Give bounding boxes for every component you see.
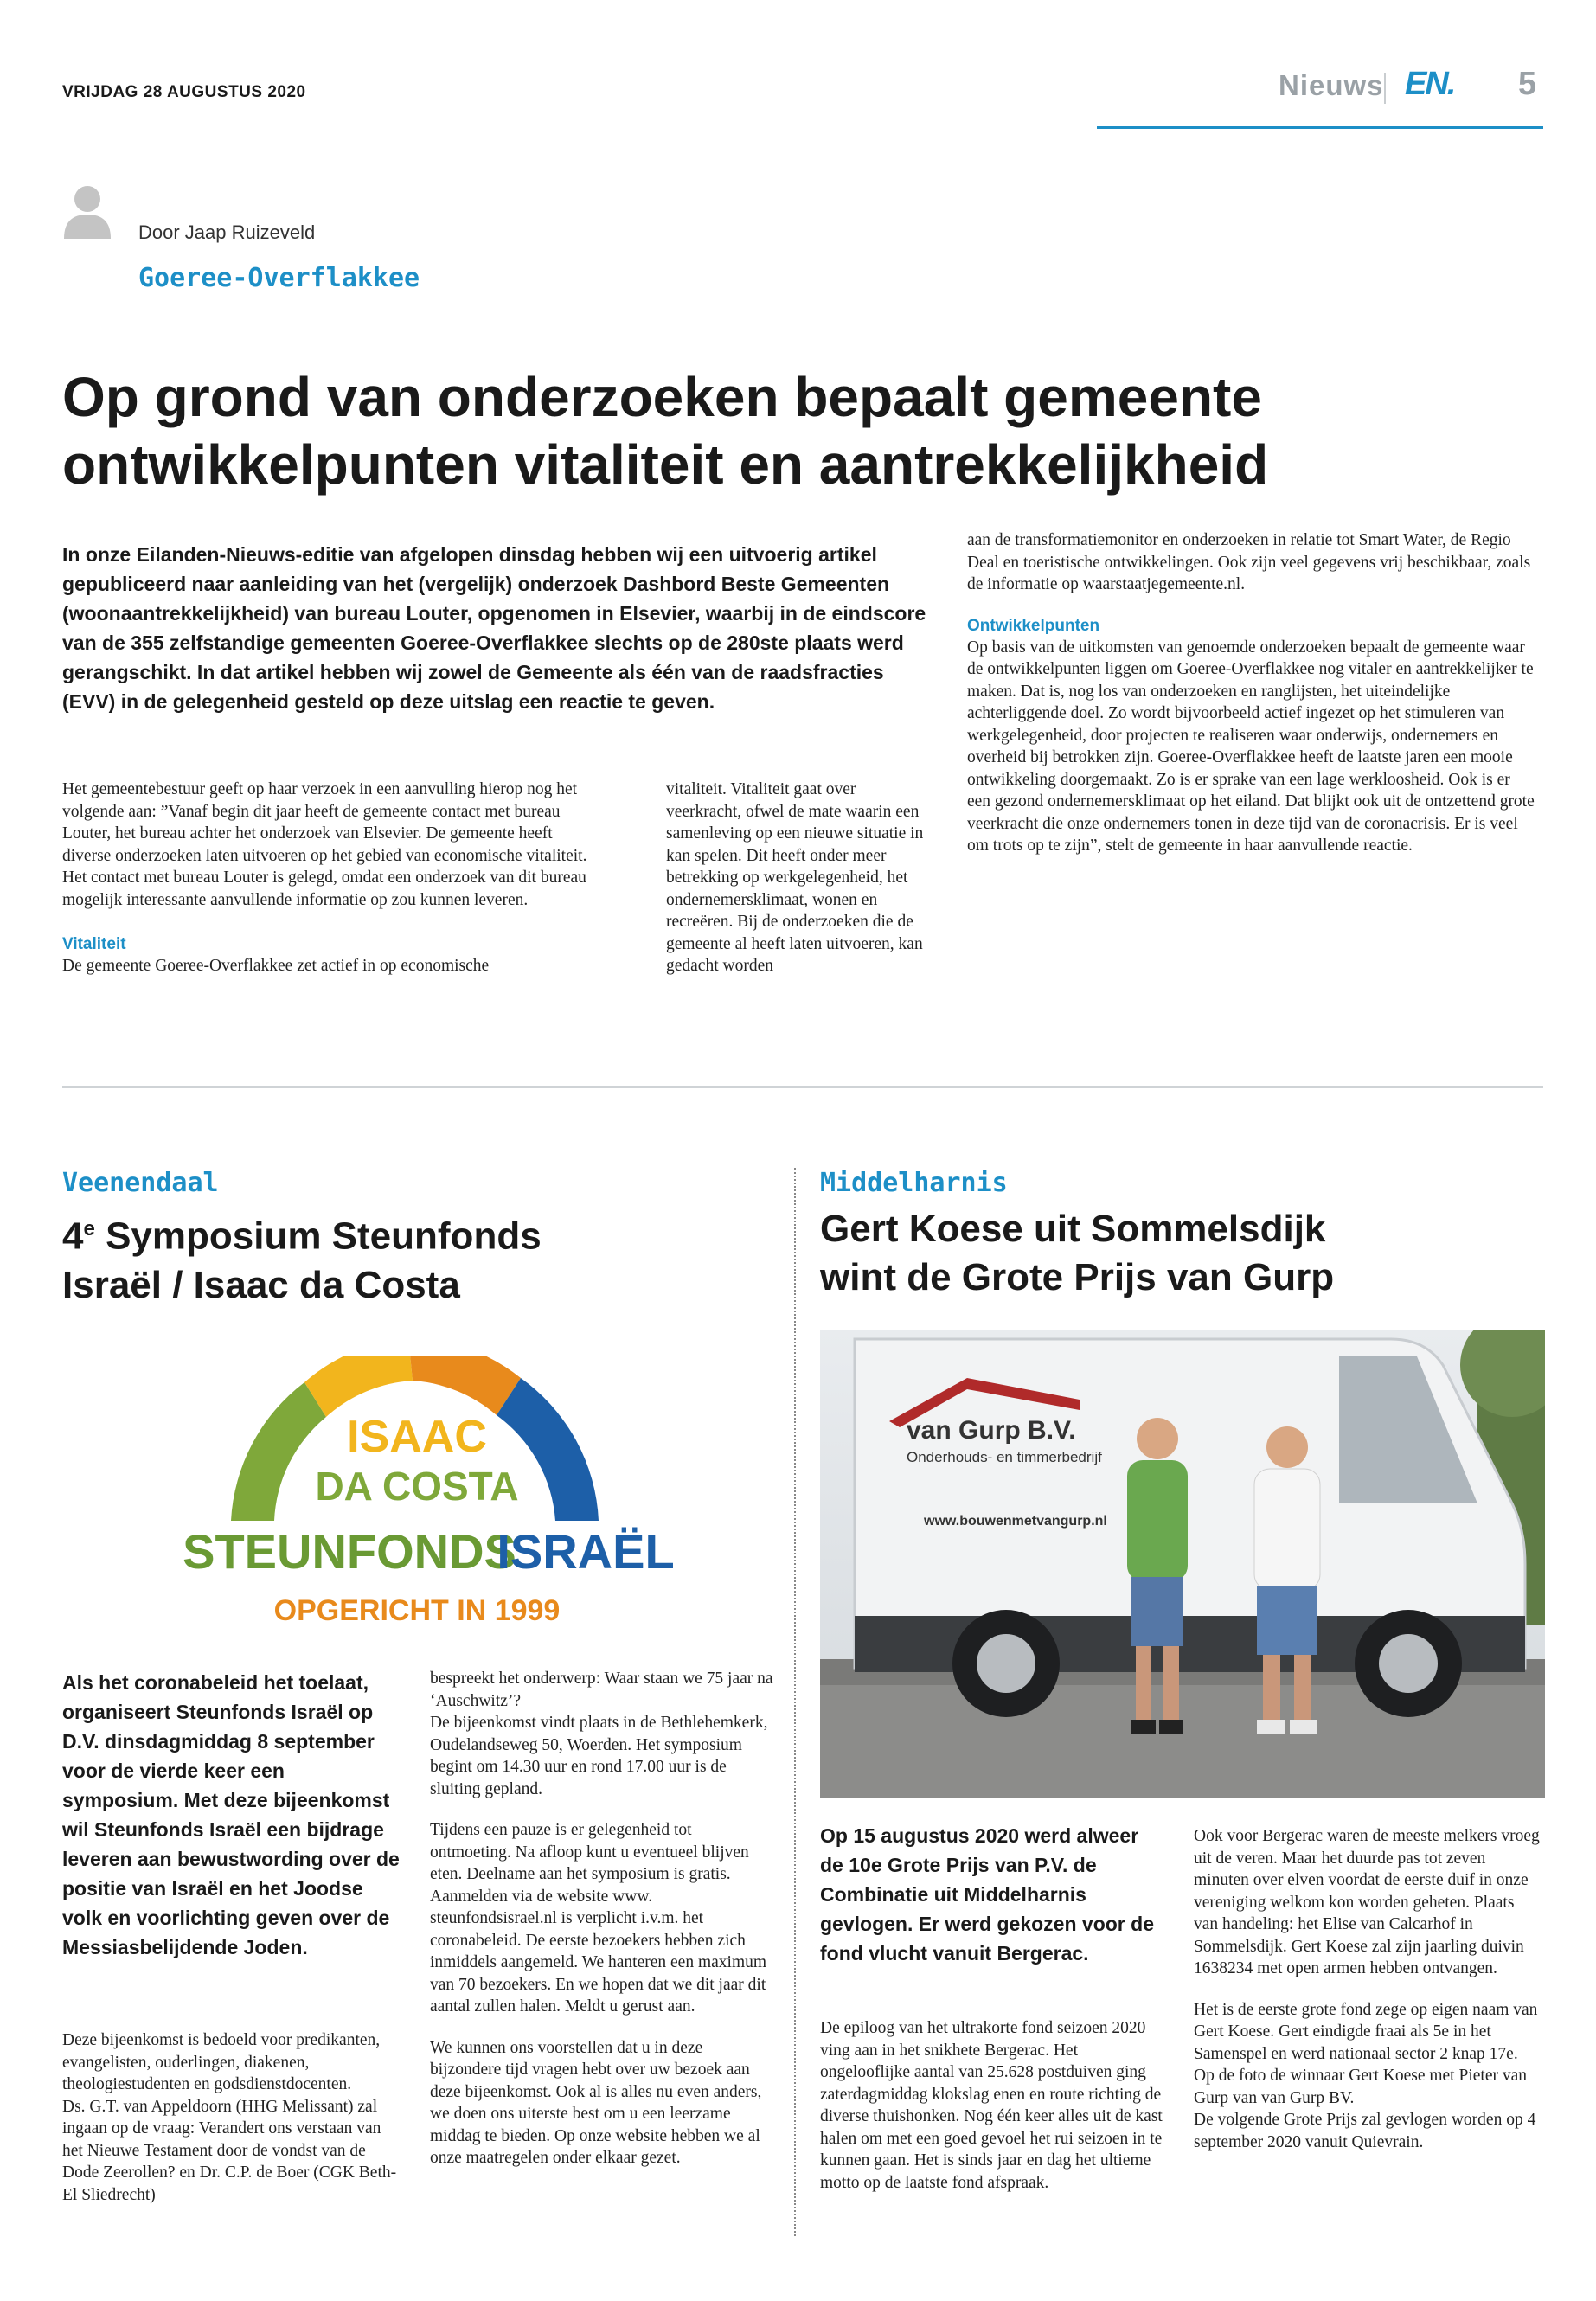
paragraph: De volgende Grote Prijs zal gevlogen worden op 4 september 2020 vanuit Quievrain. xyxy=(1194,2111,1536,2151)
article-lead: In onze Eilanden-Nieuws-editie van afgelopen dinsdag hebben wij een uitvoerig artikel gepubliceerd naar aanleiding van het (vergelijk) onderzoek Dashbord Beste Gemeenten (woonaantrekkelijkheid) van bureau Louter, opgenomen in Elsevier, waarbij in de eindscore van de 355 zelfstandige gemeenten Goeree-Overflakkee slechts op de 280ste plaats werd gerangschikt. In dat artikel hebben wij zowel de Gemeente als één van de raadsfracties (EVV) in de gelegenheid gesteld op deze uitslag een reactie te geven. xyxy=(62,543,926,713)
column-divider xyxy=(794,1168,796,2236)
title-text: Symposium Steunfonds xyxy=(94,1215,542,1258)
paragraph: Tijdens een pauze is er gelegenheid tot ontmoeting. Na afloop kunt u eventueel blijven eten. Deelname aan het symposium is gratis. Aanmelden via de website www. steunfondsisrael.nl is verplicht i.v.m. het coronabeleid. De eerste bezoekers hebben zich inmiddels aangemeld. We hanteren een maximum van 70 bezoekers. En we hopen dat we dit jaar dit aantal zullen halen. Meldt u gerust aan. xyxy=(430,1821,767,2016)
article-column xyxy=(1194,1825,1540,2153)
article-column xyxy=(967,529,1535,857)
byline: Door Jaap Ruizeveld xyxy=(138,221,316,243)
paragraph: aan de transformatiemonitor en onderzoeken in relatie tot Smart Water, de Regio Deal en toeristische ontwikkelingen. Ook zijn veel gegevens vrij beschikbaar, zoals de informatie op waarstaatjegemeente.nl. xyxy=(967,531,1531,593)
paragraph: vitaliteit. Vitaliteit gaat over veerkracht, ofwel de mate waarin een samenleving op een nieuwe situatie in kan spelen. Dit heeft onder meer betrekking op werkgelegenheid, het ondernemersklimaat, wonen en recreëren. Bij de onderzoeken die de gemeente al heeft laten uitvoeren, kan gedacht worden xyxy=(666,780,924,975)
logo-text: ISAAC xyxy=(347,1412,487,1462)
article-column xyxy=(430,1668,776,2170)
page-headline xyxy=(62,363,1533,498)
headline-line: ontwikkelpunten vitaliteit en aantrekkelijkheid xyxy=(62,433,1269,496)
article-column xyxy=(62,2029,400,2206)
logo-text: STEUNFONDS xyxy=(183,1524,516,1579)
steunfonds-logo xyxy=(149,1356,685,1650)
logo-text: OPGERICHT IN 1999 xyxy=(273,1594,561,1627)
paragraph: De epiloog van het ultrakorte fond seizoen 2020 ving aan in het snikhete Bergerac. Het ongelooflijke aantal van 25.628 postduiven ging zaterdagmiddag klokslag enen en route richting de diverse thuishonken. Nog één keer alles uit de kast halen om met een goed gevoel het rui seizoen in te kunnen gaan. Het is sinds jaar en dag het ultieme motto op de laatste fond afspraak. xyxy=(820,2019,1163,2192)
article-column xyxy=(62,779,599,977)
section-label[interactable]: Goeree-Overflakkee xyxy=(138,263,420,293)
header-divider xyxy=(1384,73,1386,104)
article-column xyxy=(666,779,930,977)
title-text: wint de Grote Prijs van Gurp xyxy=(820,1256,1335,1298)
story-title xyxy=(62,1205,772,1310)
article-column xyxy=(820,2017,1166,2194)
van-url-text: www.bouwenmetvangurp.nl xyxy=(924,1514,1107,1529)
paragraph: Op basis van de uitkomsten van genoemde onderzoeken bepaalt de gemeente waar de ontwikkelpunten liggen om Goeree-Overflakkee nog vitaler en aantrekkelijker te maken. Dat is, nog los van onderzoeken en ranglijsten, het uiteindelijke achterliggende doel. Zo wordt bijvoorbeeld actief ingezet op het stimuleren van werkgelegenheid, door projecten te realiseren waar onderwijs, ondernemers en overheid bij betrokken zijn. Goeree-Overflakkee heeft de laatste jaren een mooie ontwikkeling doorgemaakt. Zo is er sprake van een lage werkloosheid. Ook is er een gezond ondernemersklimaat op het eiland. Dat blijkt ook uit de ontzettend grote veerkracht die onze ondernemers tonen in deze tijd van de coronacrisis. Er is veel om trots op te zijn”, stelt de gemeente in haar aanvullende reactie. xyxy=(967,638,1535,855)
page-number: 5 xyxy=(1518,66,1537,102)
section-label[interactable]: Veenendaal xyxy=(62,1168,219,1198)
title-superscript: e xyxy=(83,1217,95,1240)
title-number: 4 xyxy=(62,1215,84,1258)
publication-logo[interactable]: EN. xyxy=(1405,66,1455,102)
title-text: Israël / Isaac da Costa xyxy=(62,1263,460,1306)
paragraph: Het gemeentebestuur geeft op haar verzoek in een aanvulling hierop nog het volgende aan: ”Vanaf begin dit jaar heeft de gemeente contact met bureau Louter, het bureau achter het onderzoek van Elsevier. De gemeente heeft diverse onderzoeken laten uitvoeren op het gebied van economische vitaliteit. Het contact met bureau Louter is gelegd, omdat een onderzoek van dit bureau mogelijk interessante aanvullende informatie op zou kunnen leveren. xyxy=(62,780,587,909)
paragraph: Ook voor Bergerac waren de meeste melkers vroeg uit de veren. Maar het duurde pas tot zeven minuten over elven voordat de eerste duif in onze vereniging welkom kon worden geheten. Plaats van handeling: het Elise van Calcarhof in Sommelsdijk. Gert Koese zal zijn jaarling duivin 1638234 met open armen hebben ontvangen. xyxy=(1194,1827,1540,1977)
paragraph: De gemeente Goeree-Overflakkee zet actief in op economische xyxy=(62,957,490,975)
paragraph: Deze bijeenkomst is bedoeld voor predikanten, evangelisten, ouderlingen, diakenen, theologiestudenten en godsdienstdocenten. xyxy=(62,2031,381,2093)
issue-date: VRIJDAG 28 AUGUSTUS 2020 xyxy=(62,83,306,101)
paragraph: Het is de eerste grote fond zege op eigen naam van Gert Koese. Gert eindigde fraai als 5e in het Samenspel en werd nationaal sector 2 knap 17e. Op de foto de winnaar Gert Koese met Pieter van Gurp van van Gurp BV. xyxy=(1194,2000,1538,2107)
van-sub-text: Onderhouds- en timmerbedrijf xyxy=(907,1449,1102,1465)
headline-line: Op grond van onderzoeken bepaalt gemeente xyxy=(62,366,1262,428)
section-name[interactable]: Nieuws xyxy=(1279,69,1384,101)
article-lead: Als het coronabeleid het toelaat, organiseert Steunfonds Israël op D.V. dinsdagmiddag 8 september voor de vierde keer een symposium. Met deze bijeenkomst wil Steunfonds Israël een bijdrage leveren aan bewustwording over de positie van Israël en het Joodse volk en voorlichting geven over de Messiasbelijdende Joden. xyxy=(62,1671,400,1958)
person-silhouette-icon xyxy=(62,183,112,239)
logo-text: ISRAËL xyxy=(497,1524,675,1579)
story-title xyxy=(820,1205,1529,1302)
paragraph: Ds. G.T. van Appeldoorn (HHG Melissant) zal ingaan op de vraag: Verandert ons verstaan van het Nieuwe Testament door de vondst van de Dode Zeerollen? en Dr. C.P. de Boer (CGK Beth-El Sliedrecht) xyxy=(62,2097,397,2204)
paragraph: bespreekt het onderwerp: Waar staan we 75 jaar na ‘Auschwitz’? xyxy=(430,1670,773,1710)
article-photo xyxy=(820,1330,1545,1798)
paragraph: De bijeenkomst vindt plaats in de Bethlehemkerk, Oudelandseweg 50, Woerden. Het symposium begint om 14.30 uur en rond 17.00 uur is de sluiting gepland. xyxy=(430,1714,768,1798)
subheading: Ontwikkelpunten xyxy=(967,616,1100,635)
logo-text: DA COSTA xyxy=(315,1464,519,1509)
header-rule xyxy=(1097,126,1543,129)
van-brand-text: van Gurp B.V. xyxy=(907,1416,1076,1445)
paragraph: We kunnen ons voorstellen dat u in deze bijzondere tijd vragen hebt over uw bezoek aan deze bijeenkomst. Ook al is alles nu even anders, we doen ons uiterste best om u een leerzame middag te bieden. Op onze website hebben we al onze maatregelen onder elkaar gezet. xyxy=(430,2038,762,2167)
section-label[interactable]: Middelharnis xyxy=(820,1168,1008,1198)
subheading: Vitaliteit xyxy=(62,935,126,953)
title-text: Gert Koese uit Sommelsdijk xyxy=(820,1208,1326,1250)
article-lead: Op 15 augustus 2020 werd alweer de 10e Grote Prijs van P.V. de Combinatie uit Middelharnis gevlogen. Er werd gekozen voor de fond vlucht vanuit Bergerac. xyxy=(820,1824,1154,1965)
section-divider xyxy=(62,1086,1543,1088)
